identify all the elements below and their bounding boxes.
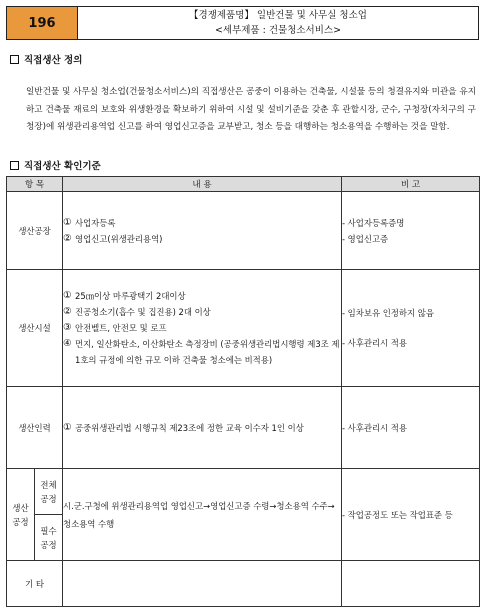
factory-content [63,192,342,270]
column-header-content: 내 용 [63,177,342,192]
facility-content [63,270,342,387]
section-criteria-heading [10,158,101,172]
section-definition-heading-text: 직접생산 정의 [24,55,83,66]
process-content: 시.군.구청에 위생관리용역업 영업신고→영업신고증 수령→청소용역 수주→청소용역 수행 [63,469,342,561]
remark-item: - 사업자등록증명 [342,217,405,228]
column-header-item: 항 목 [7,177,63,192]
square-bullet-icon [10,55,19,64]
list-item: ④ 먼지, 일산화탄소, 이산화탄소 측정장비 (공중위생관리법시행령 제3조 제1호의 규정에 의한 규모 이하 건축물 청소에는 비적용) [63,338,340,365]
list-item: ② 영업신고(위생관리용역) [63,232,163,244]
table-row-etc [7,561,480,607]
product-title [78,7,478,39]
remark-item: - 영업신고증 [342,233,389,244]
etc-content [63,561,342,607]
product-number: 196 [7,7,78,39]
list-item: ① 공중위생관리법 시행규칙 제23조에 정한 교육 이수자 1인 이상 [63,421,304,433]
table-row-process-all [7,469,480,515]
list-item: ① 사업자등록 [63,216,116,228]
remark-item: - 사후관리시 적용 [342,338,407,348]
table-header-row [7,177,480,192]
row-label-personnel: 생산인력 [7,387,63,469]
product-title-main: 【경쟁제품명】 일반건물 및 사무실 청소업 [189,10,367,21]
process-remarks [342,469,480,561]
product-title-sub: <세부제품 : 건물청소서비스> [214,25,342,36]
table-row-factory [7,192,480,270]
personnel-remarks [342,387,480,469]
remark-item: - 사후관리시 적용 [342,422,407,433]
row-label-etc: 기 타 [7,561,63,607]
etc-remarks [342,561,480,607]
remark-item: - 임차보유 인정하지 않음 [342,308,434,318]
section-definition-heading [10,52,82,66]
definition-paragraph: 일반건물 및 사무실 청소업(건물청소서비스)의 직접생산은 공중이 이용하는 건축물, 시설물 등의 청결유지와 미관을 유지하고 건축물 재료의 보호와 위생환경을 확보하기 위하여 시설 및 설비기준을 갖춘 후 관할시장, 군수, 구청장(자치구의 구청장)에 위생관리용역업 신고를 하여 영업신고증을 교부받고, 청소 등을 대행하는 청소용역을 수행하는 것을 말함. [26,87,476,132]
table-row-personnel [7,387,480,469]
row-label-facility: 생산시설 [7,270,63,387]
row-label-factory: 생산공장 [7,192,63,270]
row-label-process: 생산공정 [7,469,35,561]
facility-remarks [342,270,480,387]
remark-item: - 작업공정도 또는 작업표준 등 [342,509,453,520]
section-criteria-heading-text: 직접생산 확인기준 [24,161,101,172]
square-bullet-icon [10,161,19,170]
criteria-table [6,176,480,607]
sub-label-all-process: 전체공정 [35,469,63,515]
table-row-facility [7,270,480,387]
personnel-content [63,387,342,469]
list-item: ② 진공청소기(흡수 및 집진용) 2대 이상 [63,306,211,317]
list-item: ① 25㎝이상 마루광택기 2대이상 [63,290,186,301]
factory-remarks [342,192,480,270]
column-header-remarks: 비 고 [342,177,480,192]
list-item: ③ 안전벨트, 안전모 및 로프 [63,322,167,333]
sub-label-required-process: 필수공정 [35,515,63,561]
document-header [6,6,479,40]
